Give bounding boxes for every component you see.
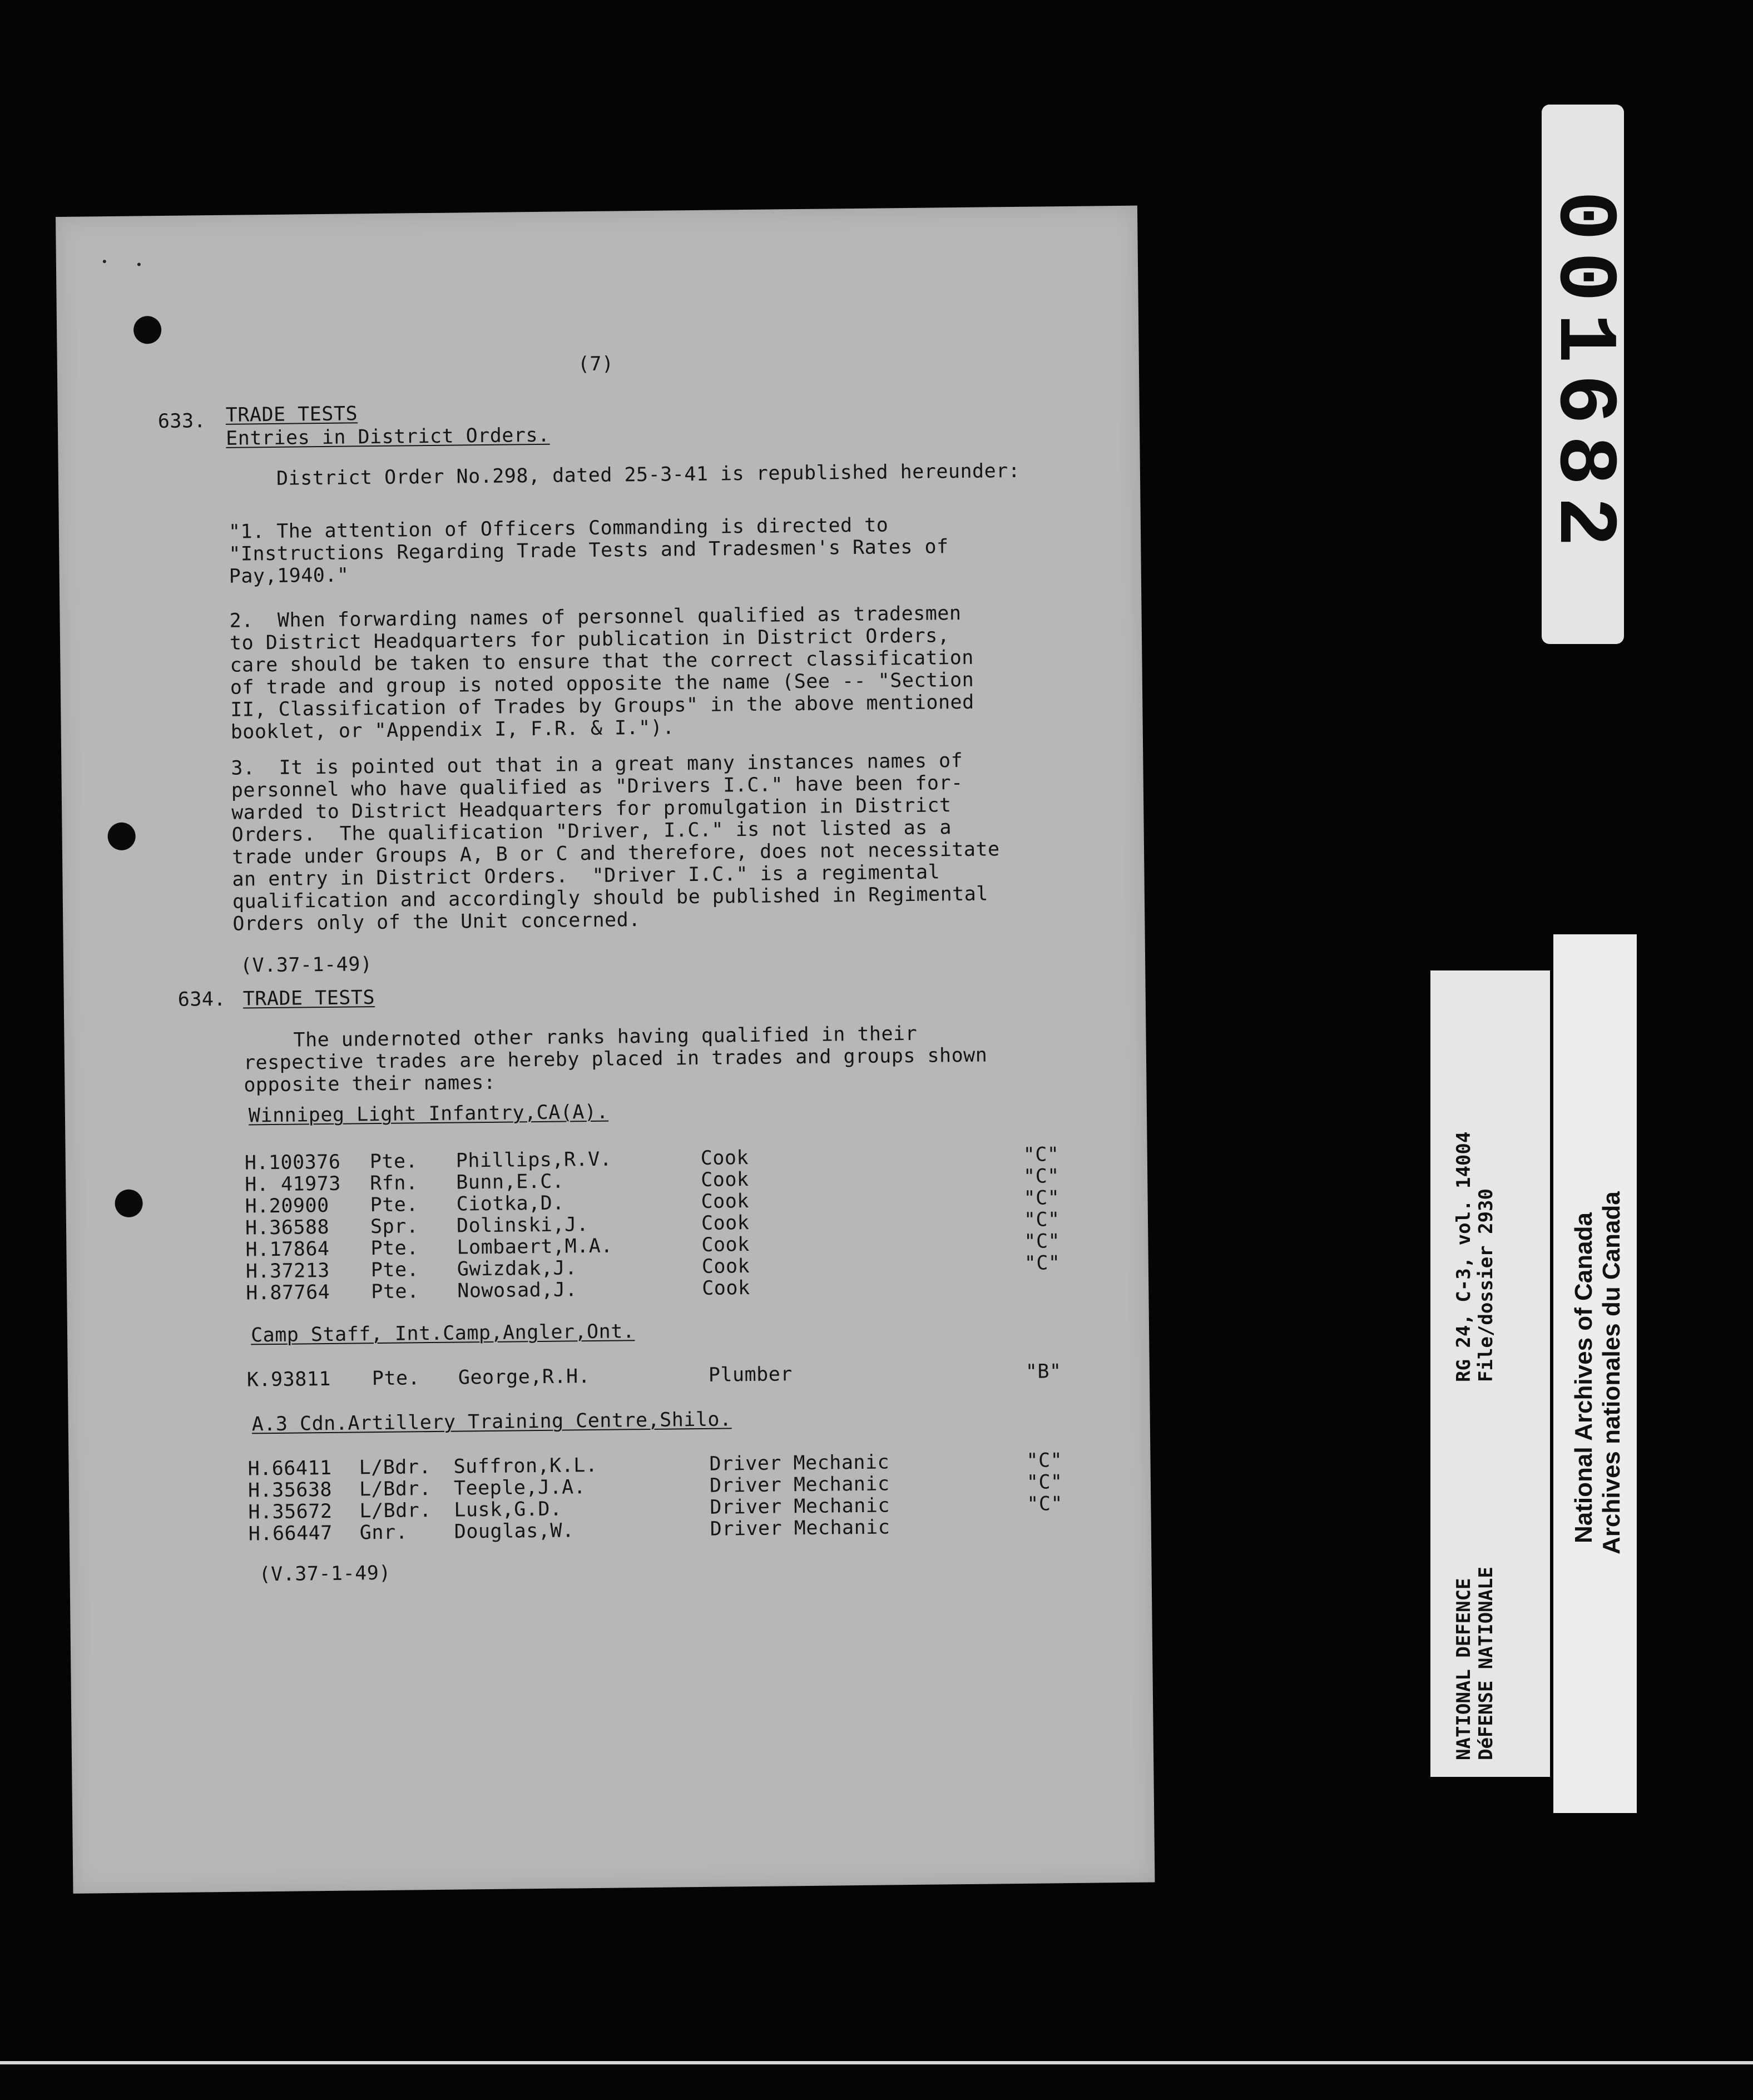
- film-border-bottom: [0, 2061, 1753, 2064]
- trade: Cook: [701, 1190, 750, 1213]
- regimental-number: H.36588: [245, 1216, 330, 1240]
- department-line-2: DéFENSE NATIONALE: [1475, 1567, 1497, 1760]
- section-634-number: 634.: [177, 988, 226, 1011]
- trade: Driver Mechanic: [709, 1451, 890, 1475]
- unit-heading-angler: Camp Staff, Int.Camp,Angler,Ont.: [250, 1320, 635, 1347]
- group: "C": [1026, 1449, 1063, 1472]
- rank: L/Bdr.: [359, 1456, 432, 1479]
- record-group-label: [1430, 970, 1550, 1777]
- section-634-reference: (V.37-1-49): [259, 1562, 392, 1586]
- trade: Plumber: [708, 1363, 793, 1386]
- rank: Pte.: [372, 1367, 420, 1390]
- paragraph-2-line: 2. When forwarding names of personnel qualified as tradesmen: [229, 602, 962, 632]
- regimental-number: H.20900: [245, 1194, 329, 1218]
- section-633-heading: TRADE TESTS: [225, 403, 358, 427]
- paragraph-3-line: personnel who have qualified as "Drivers I.C." have been for-: [231, 771, 963, 802]
- group: "C": [1023, 1143, 1059, 1166]
- trade: Driver Mechanic: [710, 1516, 890, 1541]
- trade: Driver Mechanic: [709, 1473, 890, 1497]
- department-line-1: NATIONAL DEFENCE: [1453, 1578, 1475, 1760]
- section-634-intro: [243, 1022, 988, 1097]
- trade: Cook: [701, 1234, 750, 1256]
- unit-heading-shilo: A.3 Cdn.Artillery Training Centre,Shilo.: [251, 1408, 732, 1436]
- soldier-name: Ciotka,D.: [456, 1192, 564, 1216]
- unit-heading-winnipeg: Winnipeg Light Infantry,CA(A).: [248, 1101, 609, 1127]
- section-633-number: 633.: [157, 410, 206, 433]
- soldier-name: Lombaert,M.A.: [457, 1235, 613, 1259]
- trade: Cook: [702, 1277, 750, 1300]
- regimental-number: H.87764: [246, 1281, 330, 1305]
- archives-name-english: National Archives of Canada: [1570, 1212, 1597, 1543]
- paragraph-2-line: care should be taken to ensure that the correct classification: [230, 646, 974, 677]
- soldier-name: Suffron,K.L.: [453, 1454, 598, 1478]
- regimental-number: H.100376: [244, 1151, 341, 1175]
- trade: Cook: [701, 1255, 750, 1278]
- soldier-name: Dolinski,J.: [456, 1214, 589, 1237]
- rank: Pte.: [370, 1237, 419, 1260]
- regimental-number: H. 41973: [245, 1172, 341, 1196]
- trade: Cook: [700, 1168, 749, 1191]
- soldier-name: Lusk,G.D.: [454, 1498, 562, 1522]
- punch-hole-top: [133, 316, 162, 344]
- paragraph-3-line: warded to District Headquarters for promulgation in District: [231, 794, 952, 824]
- soldier-name: Gwizdak,J.: [457, 1257, 577, 1281]
- punch-hole-middle: [107, 823, 136, 851]
- rg-reference-line-1: RG 24, C-3, vol. 14004: [1453, 1131, 1475, 1382]
- rg-reference-line-2: File/dossier 2930: [1475, 1188, 1497, 1382]
- paragraph-2-line: II, Classification of Trades by Groups" in the above mentioned: [230, 691, 974, 721]
- paragraph-2-line: booklet, or "Appendix I, F.R. & I.").: [230, 716, 675, 744]
- soldier-name: George,R.H.: [458, 1365, 591, 1389]
- paragraph-3-line: 3. It is pointed out that in a great many instances names of: [231, 749, 963, 780]
- group: "C": [1024, 1252, 1061, 1275]
- intro-line: opposite their names:: [244, 1071, 496, 1097]
- frame-number: 001682: [1536, 190, 1630, 558]
- archives-canada-label: [1553, 934, 1637, 1813]
- rank: Pte.: [370, 1193, 419, 1217]
- section-633-intro: District Order No.298, dated 25-3-41 is republished hereunder:: [276, 459, 1021, 490]
- paragraph-3-line: Orders only of the Unit concerned.: [232, 909, 641, 935]
- soldier-name: Douglas,W.: [454, 1519, 575, 1543]
- paragraph-2-line: to District Headquarters for publication in District Orders,: [229, 625, 950, 655]
- paragraph-1-line: "1. The attention of Officers Commanding is directed to: [228, 514, 889, 543]
- rank: Pte.: [369, 1150, 418, 1173]
- section-634-heading: TRADE TESTS: [242, 987, 375, 1011]
- group: "C": [1026, 1471, 1063, 1494]
- soldier-name: Nowosad,J.: [457, 1279, 578, 1302]
- regimental-number: H.17864: [245, 1237, 330, 1261]
- group: "C": [1023, 1209, 1060, 1231]
- group: "C": [1023, 1187, 1060, 1210]
- soldier-name: Bunn,E.C.: [456, 1170, 564, 1194]
- speck-mark: [137, 262, 141, 266]
- rank: Spr.: [370, 1215, 419, 1239]
- rank: Pte.: [371, 1280, 419, 1304]
- paragraph-1-line: Pay,1940.": [229, 564, 349, 588]
- rank: Pte.: [370, 1259, 419, 1282]
- regimental-number: H.66411: [247, 1457, 332, 1480]
- archives-name-french: Archives nationales du Canada: [1598, 1191, 1625, 1554]
- group: "C": [1024, 1230, 1061, 1253]
- intro-line: The undernoted other ranks having qualified in their: [293, 1022, 918, 1052]
- intro-line: respective trades are hereby placed in trades and groups shown: [243, 1044, 988, 1074]
- frame-number-label: [1536, 105, 1630, 644]
- regimental-number: K.93811: [246, 1368, 331, 1391]
- section-633-reference: (V.37-1-49): [240, 953, 373, 977]
- paragraph-2-line: of trade and group is noted opposite the name (See -- "Section: [230, 668, 974, 699]
- trade: Cook: [700, 1147, 749, 1170]
- regimental-number: H.66447: [248, 1522, 333, 1546]
- paragraph-3-line: qualification and accordingly should be published in Regimental: [232, 883, 989, 913]
- section-633-paragraph-1: [229, 513, 949, 588]
- paragraph-1-line: "Instructions Regarding Trade Tests and Tradesmen's Rates of: [229, 536, 949, 566]
- soldier-name: Teeple,J.A.: [453, 1476, 586, 1500]
- group: "C": [1023, 1165, 1060, 1188]
- group: "C": [1027, 1493, 1063, 1515]
- section-633-paragraph-3: [231, 749, 1001, 935]
- rank: L/Bdr.: [359, 1499, 432, 1523]
- paragraph-3-line: Orders. The qualification "Driver, I.C." is not listed as a: [231, 816, 952, 846]
- regimental-number: H.35672: [248, 1500, 333, 1524]
- regimental-number: H.37213: [245, 1259, 330, 1283]
- rank: Rfn.: [370, 1172, 418, 1195]
- rank: L/Bdr.: [359, 1478, 432, 1501]
- punch-hole-bottom: [115, 1189, 143, 1217]
- section-633-paragraph-2: [229, 602, 974, 744]
- regimental-number: H.35638: [247, 1478, 333, 1502]
- section-633-subheading: Entries in District Orders.: [225, 424, 550, 450]
- document-page: [56, 206, 1155, 1894]
- rank: Gnr.: [359, 1521, 408, 1544]
- paragraph-3-line: an entry in District Orders. "Driver I.C." is a regimental: [232, 861, 940, 891]
- page-number: (7): [577, 353, 614, 376]
- trade: Cook: [701, 1212, 750, 1235]
- soldier-name: Phillips,R.V.: [455, 1148, 612, 1172]
- group: "B": [1025, 1360, 1062, 1383]
- speck-mark: [103, 260, 106, 263]
- trade: Driver Mechanic: [710, 1494, 890, 1519]
- table-row: [247, 1359, 1192, 1391]
- paragraph-3-line: trade under Groups A, B or C and therefore, does not necessitate: [231, 838, 1000, 869]
